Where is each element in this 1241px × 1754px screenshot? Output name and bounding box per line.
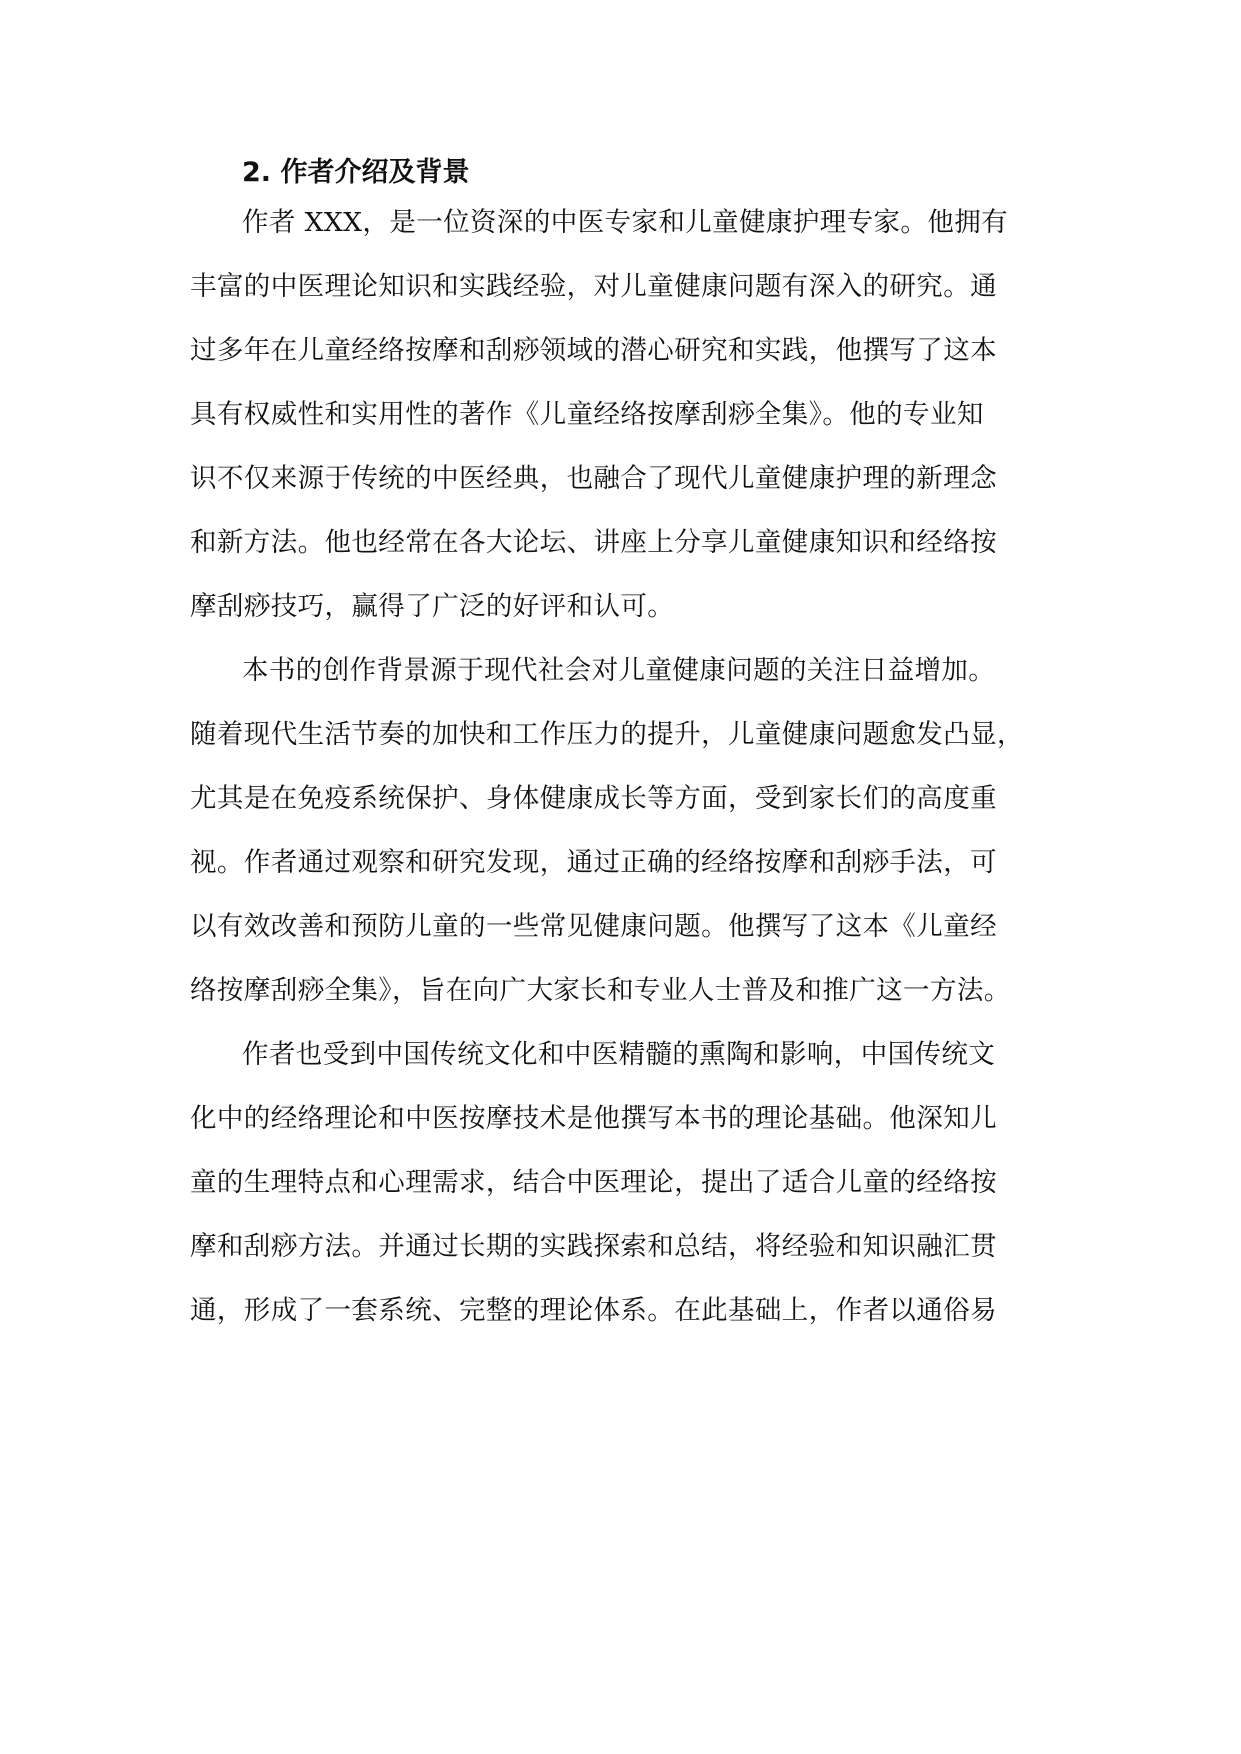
paragraph-1-line-3: 过多年在儿童经络按摩和刮痧领域的潜心研究和实践，他撰写了这本 — [190, 335, 997, 366]
paragraph-3-line-2: 化中的经络理论和中医按摩技术是他撰写本书的理论基础。他深知儿 — [190, 1103, 997, 1134]
paragraph-2-line-3: 尤其是在免疫系统保护、身体健康成长等方面，受到家长们的高度重 — [190, 783, 997, 814]
paragraph-3-line-3: 童的生理特点和心理需求，结合中医理论，提出了适合儿童的经络按 — [190, 1167, 997, 1198]
paragraph-3-line-5: 通，形成了一套系统、完整的理论体系。在此基础上，作者以通俗易 — [190, 1295, 997, 1326]
paragraph-2-line-1: 本书的创作背景源于现代社会对儿童健康问题的关注日益增加。 — [242, 655, 996, 686]
paragraph-1-line-7: 摩刮痧技巧，赢得了广泛的好评和认可。 — [190, 591, 675, 622]
paragraph-1-line-2: 丰富的中医理论知识和实践经验，对儿童健康问题有深入的研究。通 — [190, 271, 997, 302]
paragraph-1-line-4: 具有权威性和实用性的著作《儿童经络按摩刮痧全集》。他的专业知 — [190, 399, 984, 430]
paragraph-3-line-1: 作者也受到中国传统文化和中医精髓的熏陶和影响，中国传统文 — [242, 1039, 996, 1070]
paragraph-1-line-6: 和新方法。他也经常在各大论坛、讲座上分享儿童健康知识和经络按 — [190, 527, 997, 558]
paragraph-3-line-4: 摩和刮痧方法。并通过长期的实践探索和总结，将经验和知识融汇贯 — [190, 1231, 997, 1262]
section-heading: 2. 作者介绍及背景 — [242, 157, 470, 188]
paragraph-2-line-6: 络按摩刮痧全集》，旨在向广大家长和专业人士普及和推广这一方法。 — [190, 975, 1011, 1006]
paragraph-1-line-1: 作者 XXX，是一位资深的中医专家和儿童健康护理专家。他拥有 — [242, 207, 1009, 238]
paragraph-1-line-5: 识不仅来源于传统的中医经典，也融合了现代儿童健康护理的新理念 — [190, 463, 997, 494]
paragraph-2-line-5: 以有效改善和预防儿童的一些常见健康问题。他撰写了这本《儿童经 — [190, 911, 997, 942]
paragraph-2-line-4: 视。作者通过观察和研究发现，通过正确的经络按摩和刮痧手法，可 — [190, 847, 997, 878]
paragraph-2-line-2: 随着现代生活节奏的加快和工作压力的提升，儿童健康问题愈发凸显， — [190, 719, 1024, 750]
